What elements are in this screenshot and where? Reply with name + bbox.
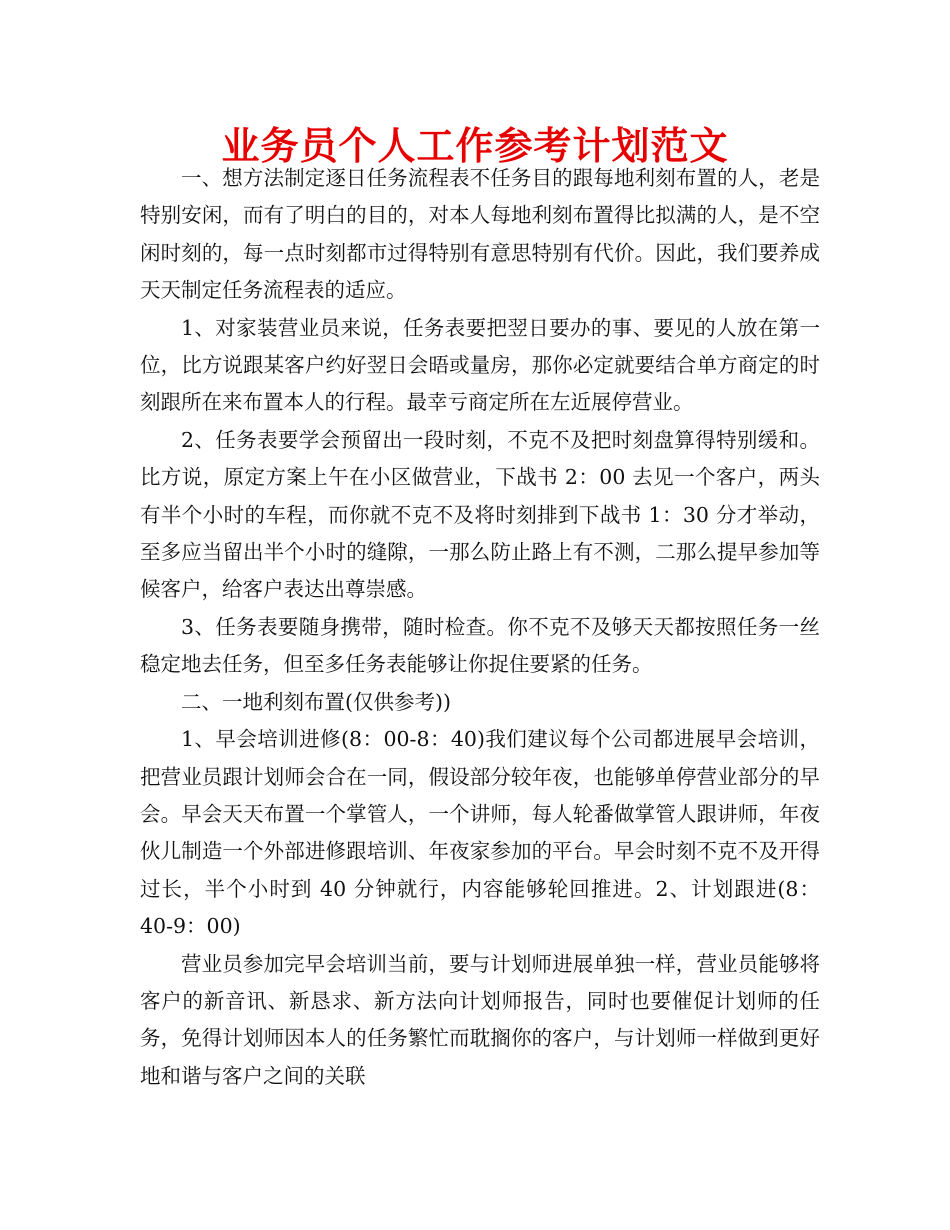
paragraph-4: 3、任务表要随身携带，随时检查。你不克不及够天天都按照任务一丝稳定地去任务，但至多任务表能够让你捉住要紧的任务。 <box>140 614 820 677</box>
paragraph-2: 1、对家装营业员来说，任务表要把翌日要办的事、要见的人放在第一位，比方说跟某客户约好翌日会晤或量房，那你必定就要结合单方商定的时刻跟所在来布置本人的行程。最幸亏商定所在左近展停营业。 <box>140 315 820 415</box>
section-heading: 二、一地利刻布置(仅供参考)) <box>181 689 451 714</box>
paragraph-1: 一、想方法制定逐日任务流程表不任务目的跟每地利刻布置的人，老是特别安闲，而有了明白的目的，对本人每地利刻布置得比拟满的人，是不空闲时刻的，每一点时刻都市过得特别有意思特别有代价。因此，我们要养成天天制定任务流程表的适应。 <box>140 166 820 303</box>
document-body <box>140 160 820 1095</box>
paragraph-3: 2、任务表要学会预留出一段时刻，不克不及把时刻盘算得特别缓和。比方说，原定方案上午在小区做营业，下战书 2：00 去见一个客户，两头有半个小时的车程，而你就不克不及将时刻排到下战书 1：30 分才举动，至多应当留出半个小时的缝隙，一那么防止路上有不测，二那么提早参加等候客户，给客户表达出尊崇感。 <box>140 427 820 602</box>
paragraph-6: 营业员参加完早会培训当前，要与计划师进展单独一样，营业员能够将客户的新音讯、新恳求、新方法向计划师报告，同时也要催促计划师的任务，免得计划师因本人的任务繁忙而耽搁你的客户，与计划师一样做到更好地和谐与客户之间的关联 <box>140 951 820 1088</box>
document-title: 业务员个人工作参考计划范文 <box>221 124 729 168</box>
paragraph-5: 1、早会培训进修(8：00-8：40)我们建议每个公司都进展早会培训，把营业员跟计划师会合在一同，假设部分较年夜，也能够单停营业部分的早会。早会天天布置一个掌管人，一个讲师，每人轮番做掌管人跟讲师，年夜伙儿制造一个外部进修跟培训、年夜家参加的平台。早会时刻不克不及开得过长，半个小时到 40 分钟就行，内容能够轮回推进。2、计划跟进(8：40-9：00) <box>140 727 820 939</box>
